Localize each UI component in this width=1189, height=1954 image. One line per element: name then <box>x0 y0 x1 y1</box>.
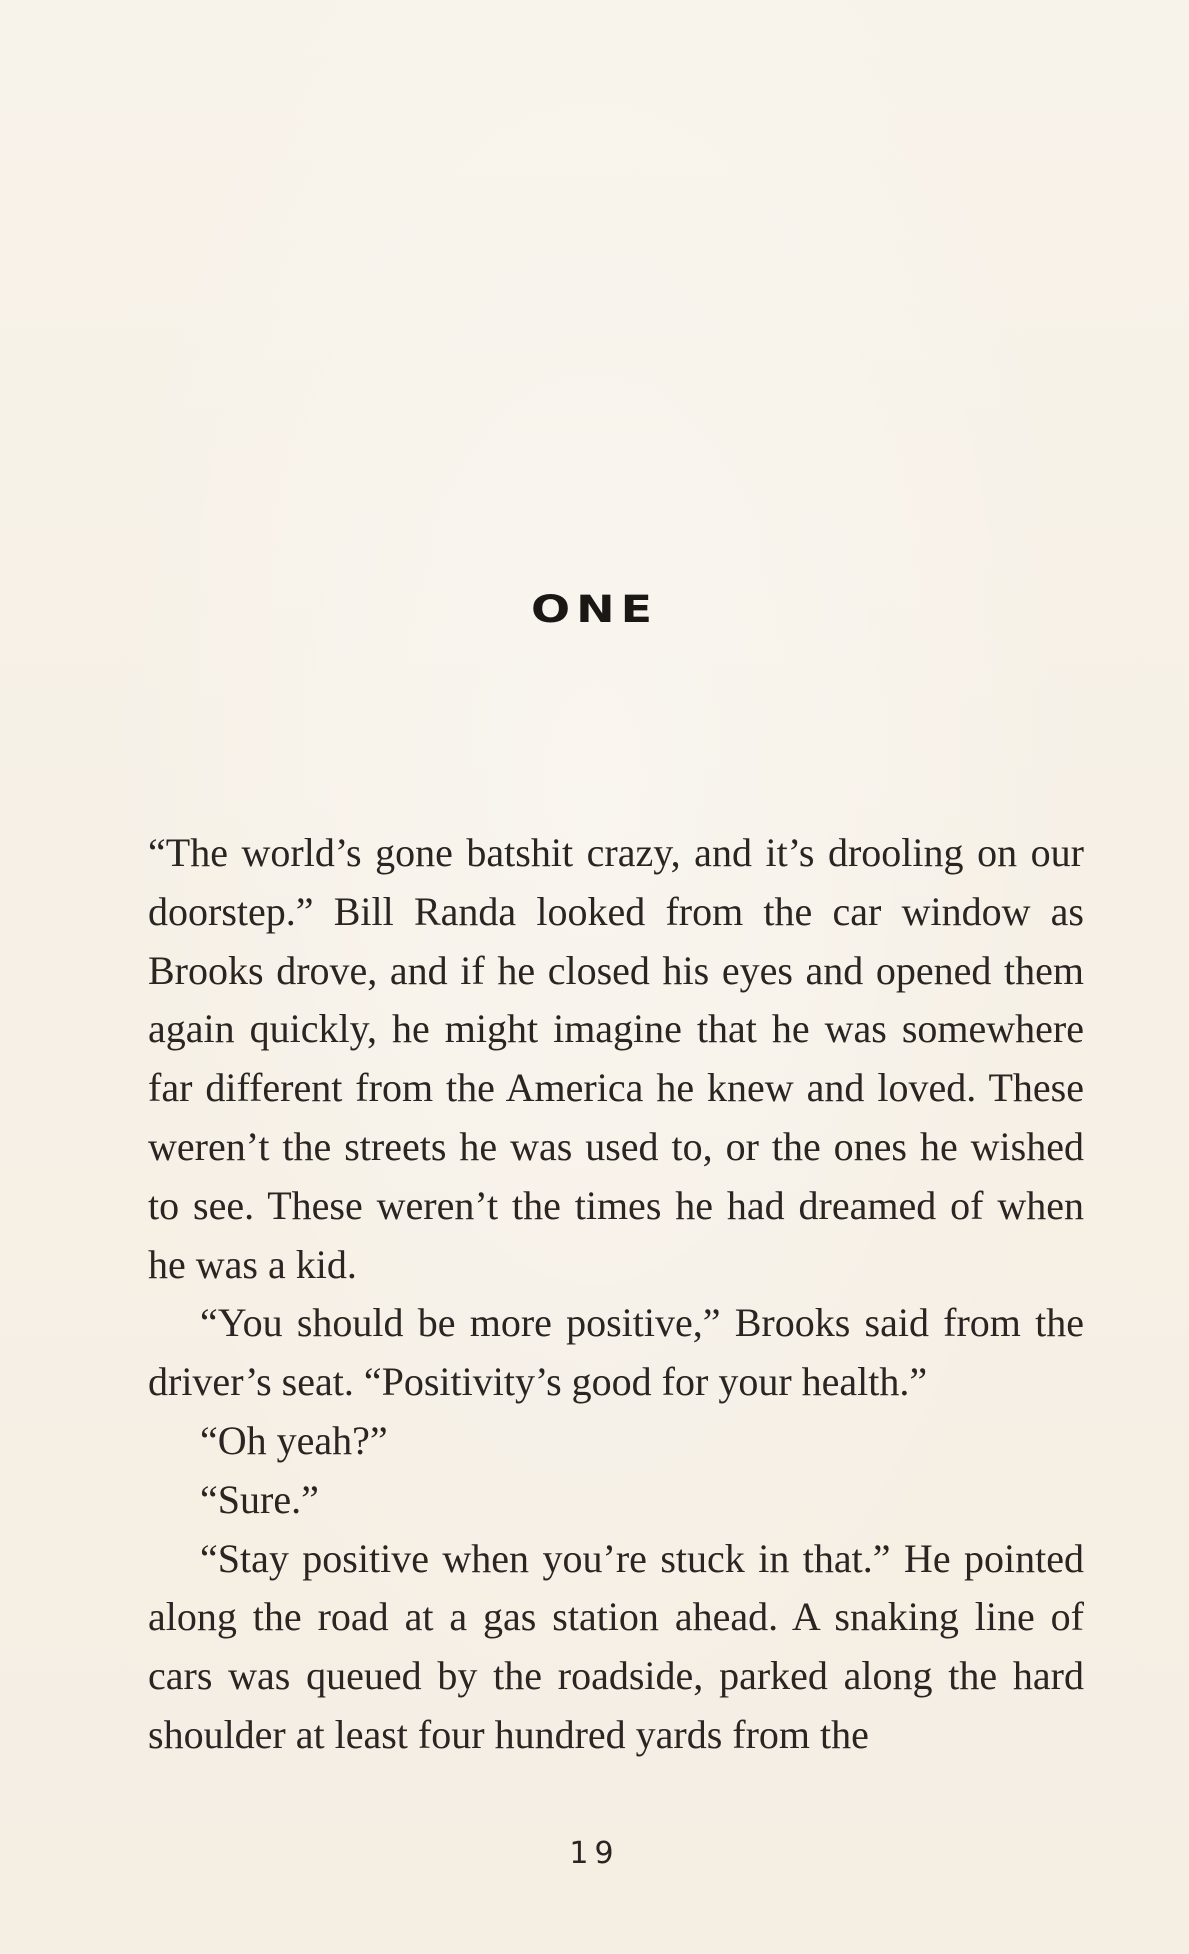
paragraph-4: “Sure.” <box>200 1476 319 1522</box>
paragraph-5: “Stay positive when you’re stuck in that.” He pointed along the road at a gas station ahead. A snaking line of cars was queued by the roadside, parked along the hard shoulder at least four hundred yards from the <box>148 1535 1084 1757</box>
chapter-title: ONE <box>530 586 659 632</box>
page-number: 19 <box>569 1836 620 1871</box>
paragraph-3: “Oh yeah?” <box>200 1417 388 1463</box>
chapter-body-text <box>148 824 1084 1765</box>
paragraph-2: “You should be more positive,” Brooks said from the driver’s seat. “Positivity’s good for your health.” <box>148 1300 1084 1405</box>
paragraph-1: “The world’s gone batshit crazy, and it’s drooling on our doorstep.” Bill Randa looked from the car window as Brooks drove, and if he closed his eyes and opened them again quickly, he might imagine that he was somewhere far different from the America he knew and loved. These weren’t the streets he was used to, or the ones he wished to see. These weren’t the times he had dreamed of when he was a kid. <box>148 830 1084 1287</box>
